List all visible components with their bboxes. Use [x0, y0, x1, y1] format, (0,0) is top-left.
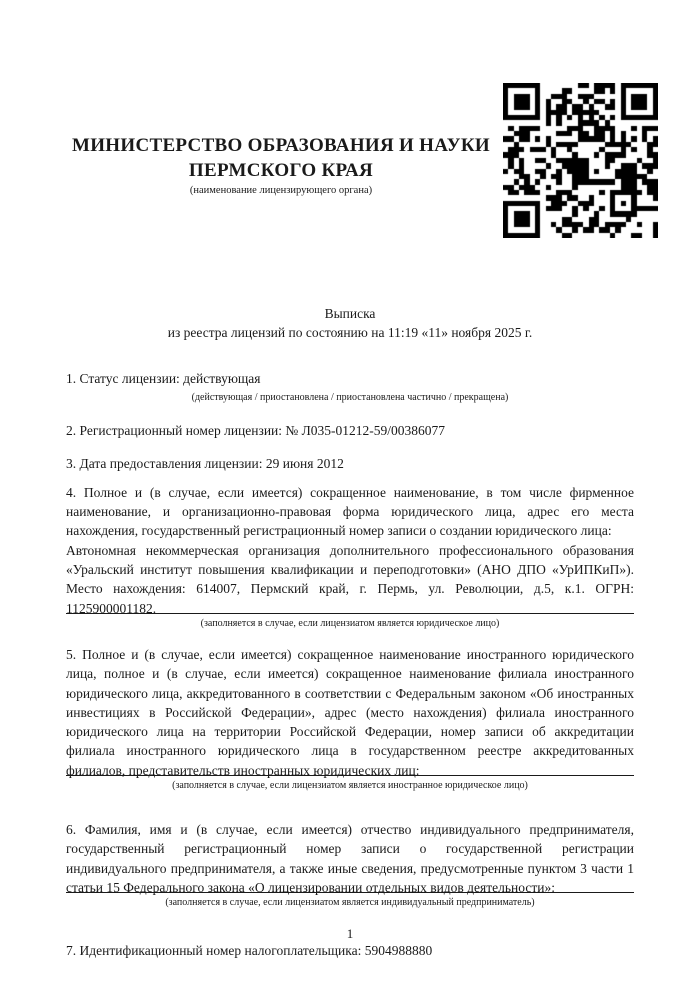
- item-4-rule-caption: (заполняется в случае, если лицензиатом является юридическое лицо): [200, 617, 500, 629]
- license-item-3: [66, 454, 634, 473]
- item-2-text: 2. Регистрационный номер лицензии: № Л035-01212-59/00386077: [66, 423, 446, 439]
- item-1-text: 1. Статус лицензии: действующая: [66, 371, 261, 386]
- license-item-4: [66, 483, 634, 630]
- license-item-1: [66, 369, 634, 404]
- page-number: 1: [346, 926, 354, 941]
- item-4-answer: Автономная некоммерческая организация дополнительного профессионального образования «Уральский институт повышения квалификации и переподготовки» (АНО ДПО «УрИПКиП»). Место нахождения: 614007, Пермский край, г. Пермь, ул. Революции, д.5, к.1. ОГРН: 1125900001182.: [66, 542, 634, 616]
- document-content: [0, 133, 700, 961]
- license-items-list: [66, 369, 634, 961]
- item-3-text: 3. Дата предоставления лицензии: 29 июня 2012: [66, 455, 344, 471]
- ministry-header: [66, 133, 496, 197]
- item-4-text: 4. Полное и (в случае, если имеется) сокращенное наименование, в том числе фирменное наименование, и организационно-правовая форма юридического лица, адрес его места нахождения, государственный регистрационный номер записи о создании юридического лица:: [66, 484, 634, 539]
- license-item-5: [66, 645, 634, 792]
- title-line1: Выписка: [324, 306, 376, 321]
- ministry-name-line1: МИНИСТЕРСТВО ОБРАЗОВАНИЯ И НАУКИ: [71, 135, 491, 156]
- item-6-text: 6. Фамилия, имя и (в случае, если имеется) отчество индивидуального предпринимателя, государственный регистрационный номер записи о государственной регистрации индивидуального предпринимателя, а также иные сведения, предусмотренные пунктом 3 части 1 статьи 15 Федерального закона «О лицензировании отдельных видов деятельности»:: [66, 822, 634, 895]
- ministry-name-line2: ПЕРМСКОГО КРАЯ: [188, 160, 374, 181]
- item-5-rule-caption: (заполняется в случае, если лицензиатом является иностранное юридическое лицо): [172, 780, 528, 792]
- license-item-6: [66, 820, 634, 909]
- document-title: [66, 304, 634, 342]
- item-1-note: (действующая / приостановлена / приостановлена частично / прекращена): [191, 392, 509, 404]
- title-line2: из реестра лицензий по состоянию на 11:19 «11» ноября 2025 г.: [167, 325, 533, 340]
- license-item-2: [66, 421, 634, 440]
- item-6-rule-caption: (заполняется в случае, если лицензиатом является индивидуальный предприниматель): [165, 897, 535, 909]
- license-item-7: [66, 941, 634, 960]
- item-7-text: 7. Идентификационный номер налогоплательщика: 5904988880: [66, 943, 433, 959]
- licensing-authority-caption: (наименование лицензирующего органа): [189, 185, 373, 196]
- item-5-text: 5. Полное и (в случае, если имеется) сокращенное наименование иностранного юридического лица, полное и (в случае, если имеется) сокращенное наименование филиала иностранного юридического лица, аккредитованного в соответствии с Федеральным законом «Об иностранных инвестициях в Российской Федерации», адрес (место нахождения) филиала иностранного юридического лица на территории Российской Федерации, номер записи об аккредитации филиала иностранного юридического лица в государственном реестре аккредитованных филиалов, представительств иностранных юридических лиц:: [66, 646, 634, 778]
